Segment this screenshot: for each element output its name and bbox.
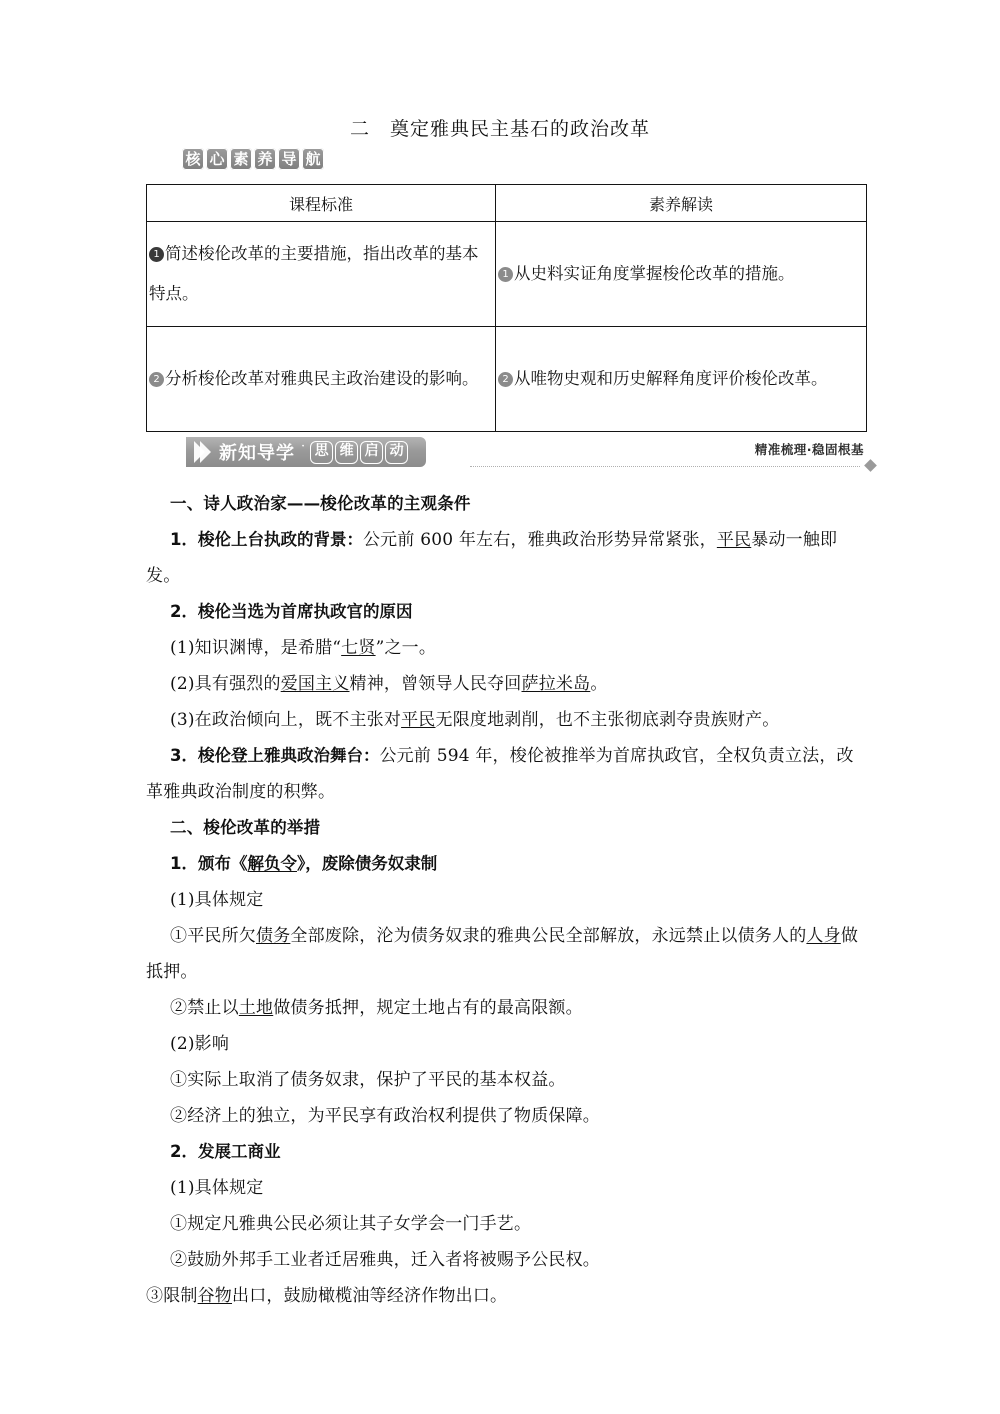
chevron-right-icon <box>200 441 211 463</box>
measure-1-item-2 <box>146 990 864 1026</box>
marker-2-icon: 2 <box>498 372 513 387</box>
marker-1-icon: 1 <box>149 247 164 262</box>
page-title: 二 奠定雅典民主基石的政治改革 <box>349 118 650 140</box>
cell-text <box>496 247 866 301</box>
badge-char: 导 <box>278 148 300 170</box>
measure-1-heading <box>146 846 864 882</box>
measure-1-item-4: ②经济上的独立，为平民享有政治权利提供了物质保障。 <box>170 1106 600 1126</box>
cell-value: 从史料实证角度掌握梭伦改革的措施。 <box>514 264 795 283</box>
banner-pill: 思 <box>310 441 333 464</box>
badge-char: 素 <box>230 148 252 170</box>
paragraph-1-2-2 <box>146 666 864 702</box>
measure-2-sub-1: (1)具体规定 <box>170 1178 264 1198</box>
badge-char: 养 <box>254 148 276 170</box>
text: 全部废除，沦为债务奴隶的雅典公民全部解放，永远禁止以债务人的 <box>290 926 807 946</box>
table-cell-curriculum-2 <box>147 327 496 432</box>
cell-text <box>147 224 495 324</box>
core-literacy-badge <box>182 148 324 170</box>
measure-1-item-1 <box>146 918 864 990</box>
body-content <box>146 486 864 1314</box>
cell-text <box>496 352 866 406</box>
text: (1)知识渊博，是希腊“ <box>170 638 342 658</box>
badge-char: 心 <box>206 148 228 170</box>
marker-1-icon: 1 <box>498 267 513 282</box>
banner-pill: 维 <box>335 441 358 464</box>
underlined-term: 爱国主义 <box>280 674 350 694</box>
standards-table <box>146 184 867 432</box>
badge-char: 航 <box>302 148 324 170</box>
section-banner <box>186 437 426 467</box>
text: ①平民所欠 <box>170 926 256 946</box>
measure-2-item-1: ①规定凡雅典公民必须让其子女学会一门手艺。 <box>170 1214 532 1234</box>
section-two-heading: 二、梭伦改革的举措 <box>170 818 321 837</box>
cell-value: 简述梭伦改革的主要措施，指出改革的基本特点。 <box>149 244 479 303</box>
underlined-term: 萨拉米岛 <box>521 674 591 694</box>
paragraph-1-2-3 <box>146 702 864 738</box>
text: (3)在政治倾向上，既不主张对 <box>170 710 402 730</box>
measure-2-item-2: ②鼓励外邦手工业者迁居雅典，迁入者将被赐予公民权。 <box>170 1250 600 1270</box>
table-header-row <box>147 185 867 222</box>
text: 》，废除债务奴隶制 <box>296 854 438 873</box>
text: 精神，曾领导人民夺回 <box>349 674 522 694</box>
paragraph-1-2-1 <box>146 630 864 666</box>
text: 。 <box>590 674 608 694</box>
underlined-term: 七贤 <box>341 638 376 658</box>
measure-1-sub-1: (1)具体规定 <box>170 890 264 910</box>
underlined-term: 解负令 <box>247 854 297 873</box>
text: 无限度地剥削，也不主张彻底剥夺贵族财产。 <box>435 710 780 730</box>
text: 公元前 594 年，梭伦被推举为首席执政官，全权负责立法，改革雅典政治制度的积弊。 <box>146 746 854 802</box>
cell-value: 分析梭伦改革对雅典民主政治建设的影响。 <box>165 369 479 388</box>
table-header-literacy: 素养解读 <box>496 185 867 222</box>
banner-tagline: 精准梳理·稳固根基 <box>754 442 864 457</box>
table-header-curriculum: 课程标准 <box>147 185 496 222</box>
cell-value: 从唯物史观和历史解释角度评价梭伦改革。 <box>514 369 828 388</box>
cell-text <box>147 349 495 409</box>
banner-pill: 动 <box>385 441 408 464</box>
measure-2-heading: 2．发展工商业 <box>170 1142 281 1161</box>
paragraph-1-1 <box>146 522 864 594</box>
underlined-term: 平民 <box>401 710 436 730</box>
banner-pill-group <box>310 441 408 464</box>
text: 出口，鼓励橄榄油等经济作物出口。 <box>232 1286 508 1306</box>
double-chevron-right-icon <box>194 441 211 463</box>
text: (2)具有强烈的 <box>170 674 281 694</box>
label: 3．梭伦登上雅典政治舞台： <box>170 746 380 765</box>
table-cell-curriculum-1 <box>147 222 496 327</box>
section-one-heading: 一、诗人政治家——梭伦改革的主观条件 <box>170 494 471 513</box>
text: ②禁止以 <box>170 998 239 1018</box>
banner-separator: · <box>301 439 306 454</box>
banner-background <box>186 437 426 467</box>
text: 做债务抵押，规定土地占有的最高限额。 <box>273 998 583 1018</box>
measure-1-sub-2: (2)影响 <box>170 1034 230 1054</box>
measure-1-item-3: ①实际上取消了债务奴隶，保护了平民的基本权益。 <box>170 1070 566 1090</box>
banner-title: 新知导学 <box>219 443 295 464</box>
label: 1．梭伦上台执政的背景： <box>170 530 363 549</box>
table-row <box>147 222 867 327</box>
text: 公元前 600 年左右，雅典政治形势异常紧张， <box>362 530 717 550</box>
text: ”之一。 <box>375 638 437 658</box>
paragraph-1-2-heading: 2．梭伦当选为首席执政官的原因 <box>170 602 413 621</box>
diamond-icon <box>864 459 877 472</box>
table-row <box>147 327 867 432</box>
paragraph-1-3 <box>146 738 864 810</box>
marker-2-icon: 2 <box>149 372 164 387</box>
underlined-term: 人身 <box>806 926 841 946</box>
text: 暴动一触即发。 <box>146 530 838 586</box>
banner-pill: 启 <box>360 441 383 464</box>
text: 1．颁布《 <box>170 854 248 873</box>
text: ③限制 <box>146 1286 198 1306</box>
underlined-term: 债务 <box>256 926 291 946</box>
underlined-term: 平民 <box>716 530 752 550</box>
table-cell-literacy-1 <box>496 222 867 327</box>
text: 做抵押。 <box>146 926 859 982</box>
underlined-term: 土地 <box>238 998 274 1018</box>
table-cell-literacy-2 <box>496 327 867 432</box>
badge-char: 核 <box>182 148 204 170</box>
underlined-term: 谷物 <box>197 1286 233 1306</box>
banner-dotted-rule <box>470 466 860 467</box>
measure-2-item-3 <box>146 1278 864 1314</box>
